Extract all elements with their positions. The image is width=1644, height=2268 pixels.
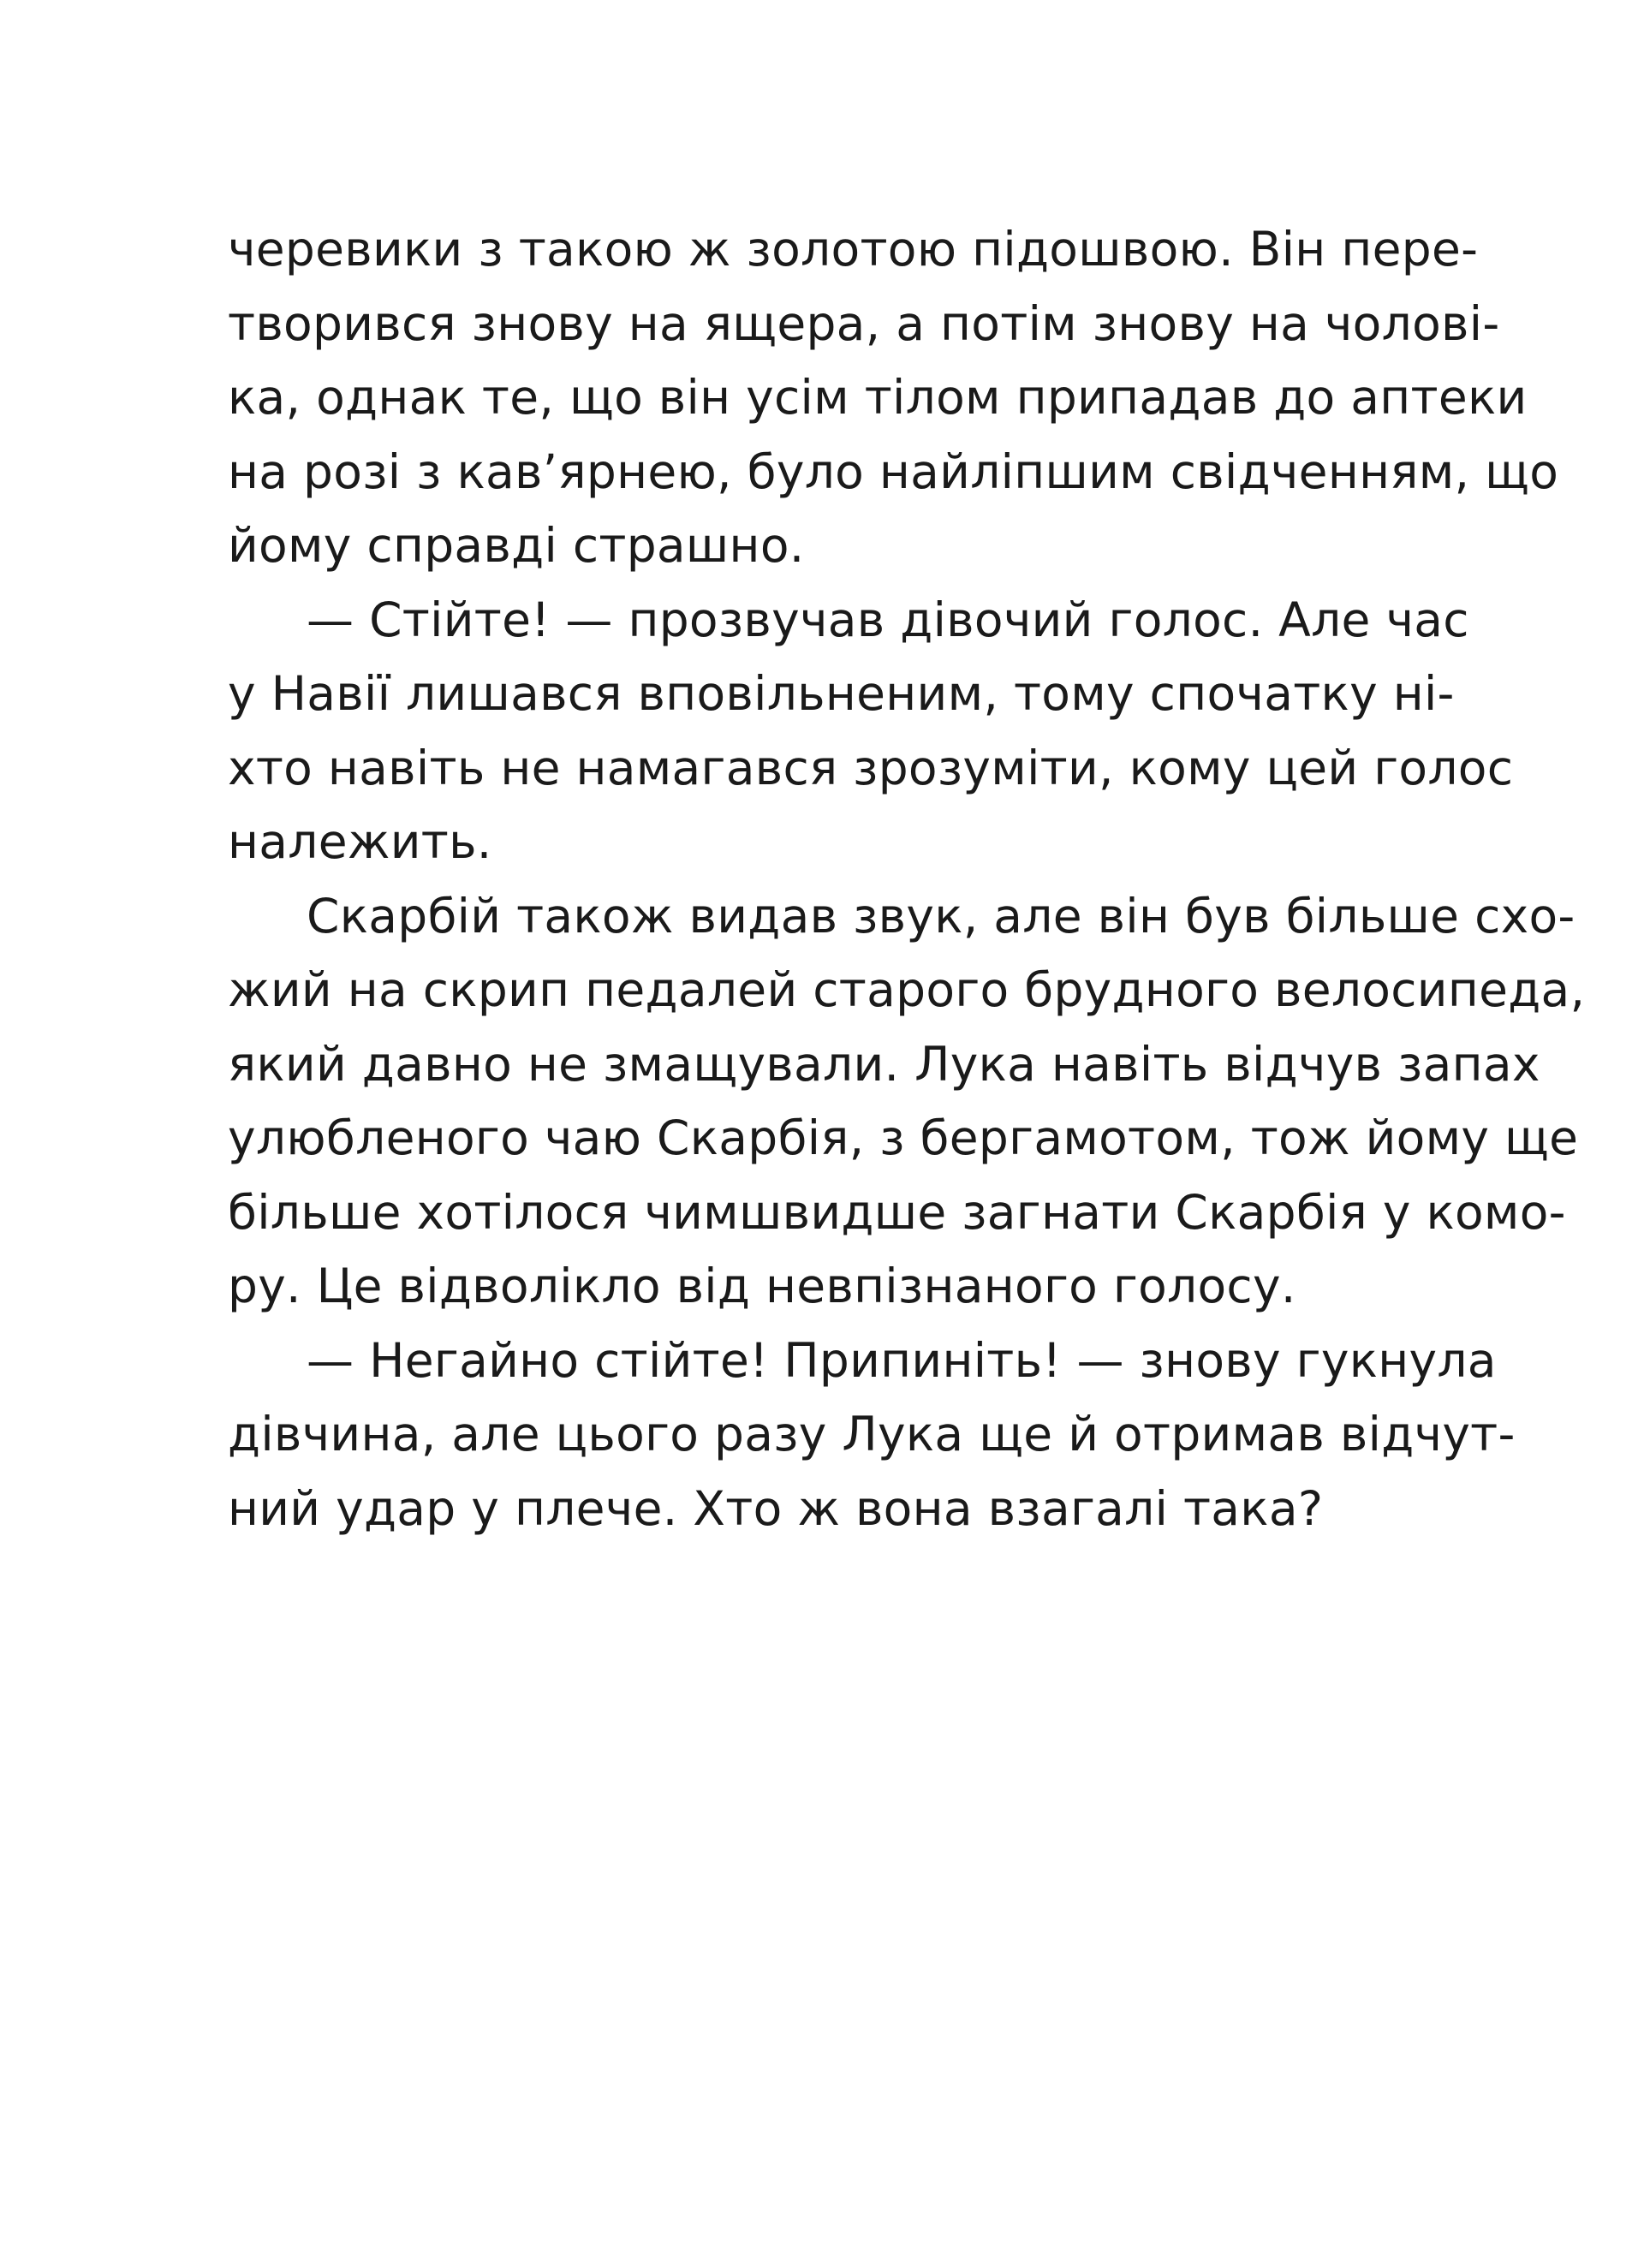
text-line: черевики з такою ж золотою підошвою. Він пере- <box>228 222 1479 277</box>
text-line: на розі з кав’ярнею, було найліпшим свідченням, що <box>228 443 1559 499</box>
text-line: у Навії лишався вповільненим, тому спочатку ні- <box>228 666 1455 721</box>
text-line: більше хотілося чимшвидше загнати Скарбія у комо- <box>228 1184 1566 1240</box>
text-line: творився знову на ящера, а потім знову на чолові- <box>228 295 1500 351</box>
text-line-paragraph-start: Скарбій також видав звук, але він був більше схо- <box>307 888 1576 944</box>
text-line: ру. Це відволікло від невпізнаного голосу. <box>228 1259 1296 1313</box>
text-line: ний удар у плече. Хто ж вона взагалі така? <box>228 1480 1324 1536</box>
text-line: належить. <box>228 814 492 869</box>
text-line-paragraph-start: — Негайно стійте! Припиніть! — знову гукнула <box>307 1332 1497 1388</box>
text-line: який давно не змащували. Лука навіть відчув запах <box>228 1036 1540 1092</box>
text-line: улюбленого чаю Скарбія, з бергамотом, тож йому ще <box>228 1110 1579 1165</box>
text-line: ка, однак те, що він усім тілом припадав до аптеки <box>228 370 1528 425</box>
body-text <box>228 212 1586 1545</box>
text-line: дівчина, але цього разу Лука ще й отримав відчут- <box>228 1407 1516 1461</box>
text-line: жий на скрип педалей старого брудного велосипеда, <box>228 962 1586 1017</box>
text-line: хто навіть не намагався зрозуміти, кому цей голос <box>228 740 1514 795</box>
text-line: йому справді страшно. <box>228 518 805 573</box>
text-line-paragraph-start: — Стійте! — прозвучав дівочий голос. Але час <box>307 592 1469 647</box>
